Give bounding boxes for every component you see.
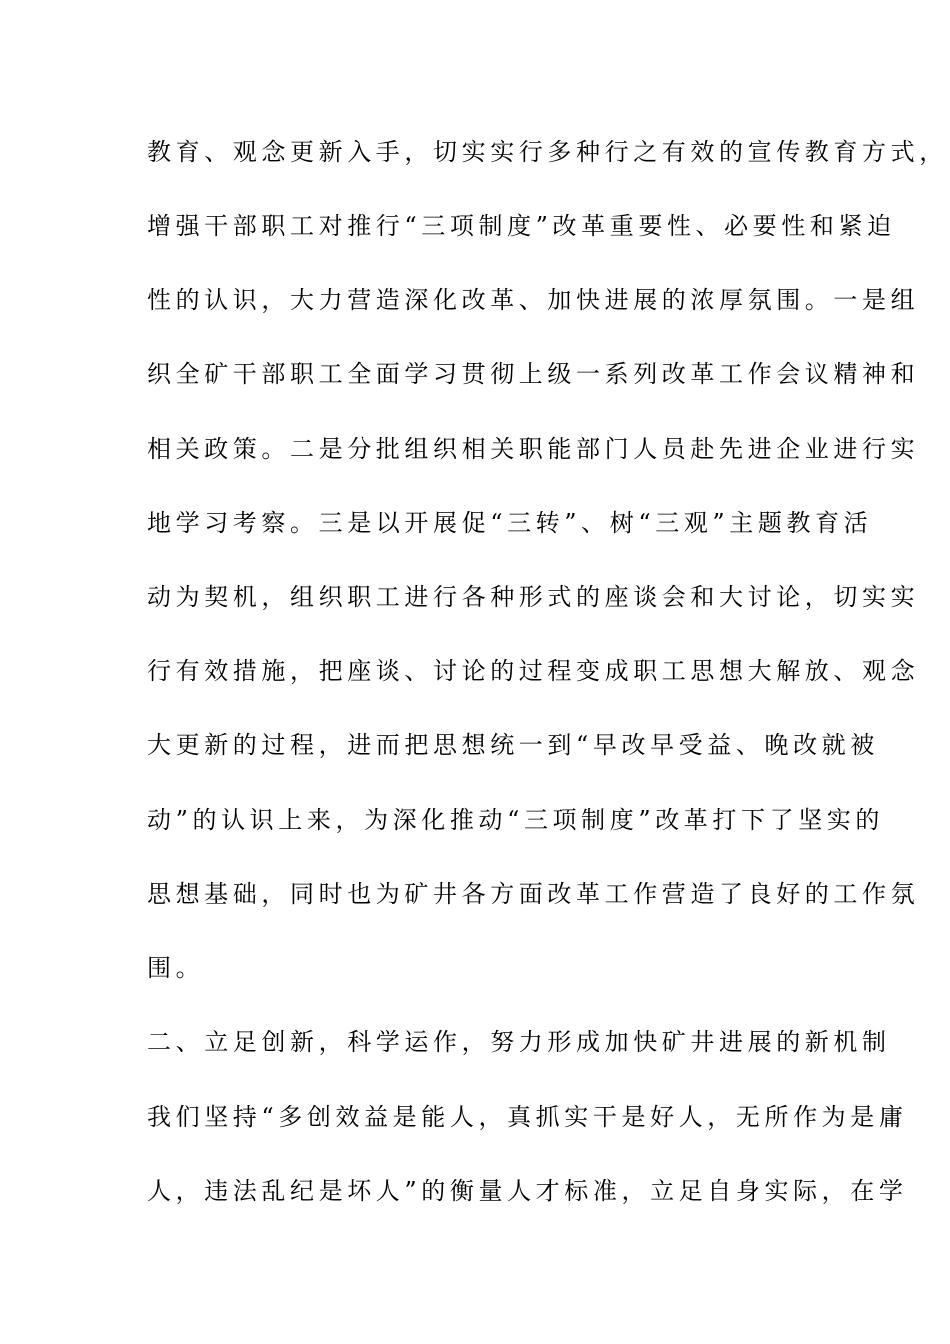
text-line: 人，违法乱纪是坏人”的衡量人才标准，立足自身实际，在学 [147,1177,908,1205]
text-line: 相关政策。二是分批组织相关职能部门人员赴先进企业进行实 [147,435,920,463]
text-line: 思想基础，同时也为矿井各方面改革工作营造了良好的工作氛 [147,880,920,908]
text-line: 大更新的过程，进而把思想统一到“早改早受益、晚改就被 [147,731,879,759]
section-heading: 二、立足创新，科学运作，努力形成加快矿井进展的新机制 [147,1028,891,1056]
text-line: 地学习考察。三是以开展促“三转”、树“三观”主题教育活 [147,509,873,537]
text-line: 动为契机，组织职工进行各种形式的座谈会和大讨论，切实实 [147,583,920,611]
text-line: 我们坚持“多创效益是能人，真抓实干是好人，无所作为是庸 [147,1103,908,1131]
text-line: 围。 [147,954,205,982]
text-line: 增强干部职工对推行“三项制度”改革重要性、必要性和紧迫 [147,212,896,240]
text-line: 教育、观念更新入手，切实实行多种行之有效的宣传教育方式， [147,138,948,166]
text-line: 行有效措施，把座谈、讨论的过程变成职工思想大解放、观念 [147,657,920,685]
text-line: 性的认识，大力营造深化改革、加快进展的浓厚氛围。一是组 [147,286,920,314]
text-line: 织全矿干部职工全面学习贯彻上级一系列改革工作会议精神和 [147,360,920,388]
text-line: 动”的认识上来，为深化推动“三项制度”改革打下了坚实的 [147,806,885,834]
